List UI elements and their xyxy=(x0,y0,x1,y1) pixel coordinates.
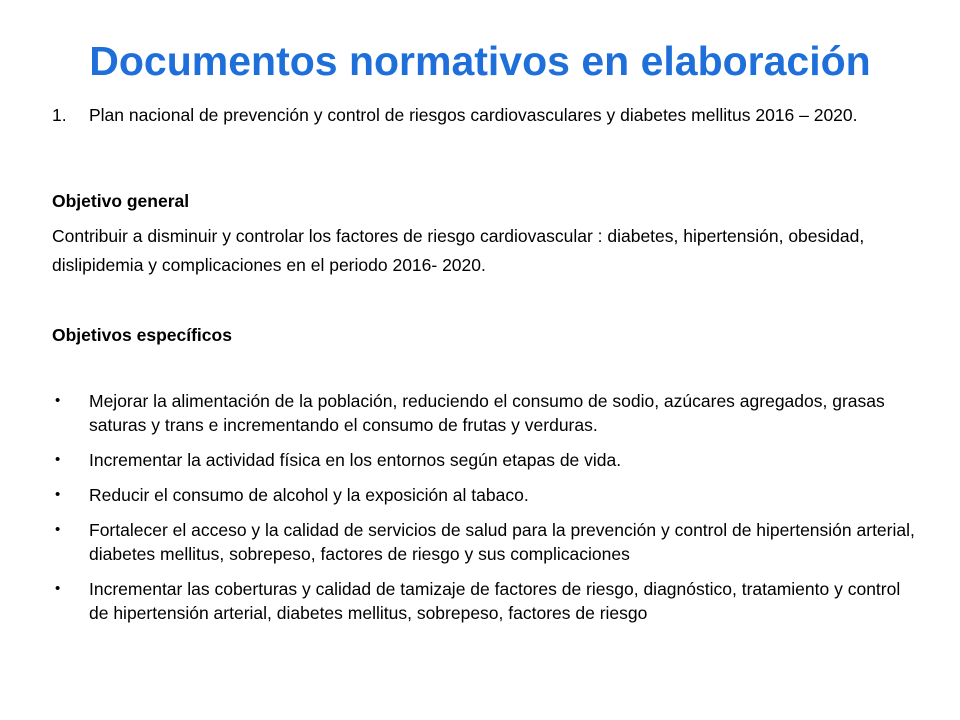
list-item-text: Incrementar las coberturas y calidad de tamizaje de factores de riesgo, diagnóstico, tratamiento y control de hipertensión arterial, diabetes mellitus, sobrepeso, factores de riesgo xyxy=(89,579,901,623)
specific-objectives-label: Objetivos específicos xyxy=(52,325,232,345)
numbered-item xyxy=(52,102,922,129)
list-item-text: Fortalecer el acceso y la calidad de servicios de salud para la prevención y control de hipertensión arterial, diabetes mellitus, sobrepeso, factores de riesgo y sus complicaciones xyxy=(89,520,915,564)
slide-title: Documentos normativos en elaboración xyxy=(89,38,871,84)
bullet-icon: • xyxy=(55,451,61,468)
list-item xyxy=(52,483,922,507)
list-item xyxy=(52,448,922,472)
bullet-icon: • xyxy=(55,486,61,503)
general-objective-text: Contribuir a disminuir y controlar los factores de riesgo cardiovascular : diabetes, hipertensión, obesidad, dislipidemia y complicaciones en el periodo 2016- 2020. xyxy=(52,226,865,275)
item-text: Plan nacional de prevención y control de riesgos cardiovasculares y diabetes mellitus 2016 – 2020. xyxy=(89,105,858,125)
specific-objectives-list xyxy=(52,389,922,636)
list-item xyxy=(52,518,922,566)
general-objective-label: Objetivo general xyxy=(52,191,190,211)
numbered-list xyxy=(52,102,922,129)
list-item-text: Incrementar la actividad física en los entornos según etapas de vida. xyxy=(89,450,622,470)
list-item-text: Reducir el consumo de alcohol y la exposición al tabaco. xyxy=(89,485,529,505)
bullet-icon: • xyxy=(55,392,61,409)
list-item xyxy=(52,577,922,625)
item-number: 1. xyxy=(52,105,67,125)
bullet-icon: • xyxy=(55,580,61,597)
bullet-icon: • xyxy=(55,521,61,538)
list-item-text: Mejorar la alimentación de la población, reduciendo el consumo de sodio, azúcares agregados, grasas saturas y trans e incrementando el consumo de frutas y verduras. xyxy=(89,391,885,435)
list-item xyxy=(52,389,922,437)
